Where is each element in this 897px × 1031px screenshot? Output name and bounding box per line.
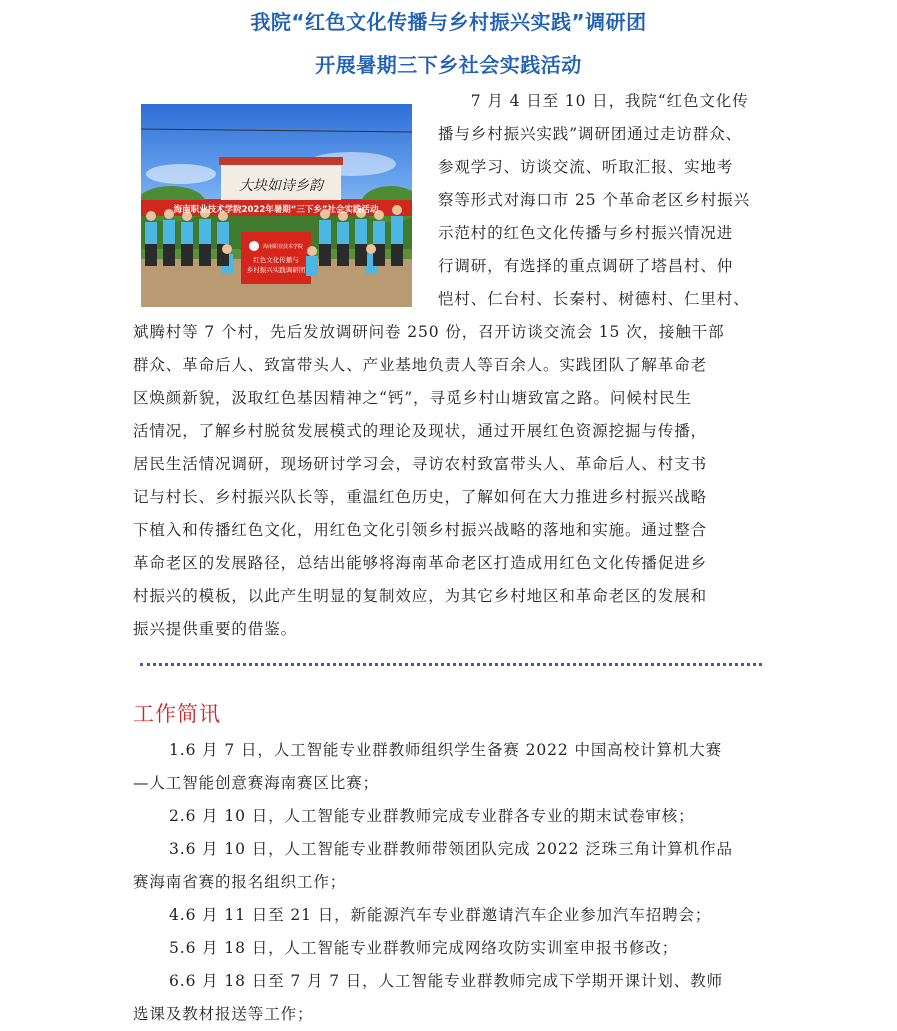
paragraph-line: 播与乡村振兴实践”调研团通过走访群众、 (438, 125, 743, 143)
paragraph-line: 振兴提供重要的借鉴。 (133, 620, 298, 638)
paragraph-line: 察等形式对海口市 25 个革命老区乡村振兴 (438, 191, 750, 209)
paragraph-line: 活情况，了解乡村脱贫发展模式的理论及现状，通过开展红色资源挖掘与传播， (133, 422, 708, 440)
paragraph-line: 行调研，有选择的重点调研了塔昌村、仲 (438, 257, 734, 275)
news-list (133, 734, 763, 1031)
section-divider (140, 663, 762, 666)
photo-banner-text: 海南职业技术学院2022年暑期“三下乡”社会实践活动 (173, 205, 379, 215)
news-item-line: 3.6 月 10 日，人工智能专业群教师带领团队完成 2022 泛珠三角计算机作品 (169, 840, 733, 858)
news-item-line: 1.6 月 7 日，人工智能专业群教师组织学生备赛 2022 中国高校计算机大赛 (169, 741, 723, 759)
paragraph-line: 区焕颜新貌，汲取红色基因精神之“钙”，寻觅乡村山塘致富之路。问候村民生 (133, 389, 692, 407)
photo-held-banner-line1: 红色文化传播与 (253, 256, 299, 264)
article-title-line1: 我院“红色文化传播与乡村振兴实践”调研团 (250, 10, 647, 34)
news-item-line: —人工智能创意赛海南赛区比赛； (133, 774, 380, 792)
article-paragraph-full (133, 316, 763, 646)
group-photo (141, 104, 412, 307)
paragraph-line: 恺村、仁台村、长秦村、树德村、仁里村、 (438, 290, 750, 308)
news-section-title: 工作简讯 (133, 702, 221, 726)
paragraph-line: 群众、革命后人、致富带头人、产业基地负责人等百余人。实践团队了解革命老 (133, 356, 708, 374)
paragraph-line: 下植入和传播红色文化，用红色文化引领乡村振兴战略的落地和实施。通过整合 (133, 521, 708, 539)
news-item-line: 2.6 月 10 日，人工智能专业群教师完成专业群各专业的期末试卷审核； (169, 807, 695, 825)
news-item-line: 赛海南省赛的报名组织工作； (133, 873, 347, 891)
news-item-line: 选课及教材报送等工作； (133, 1005, 314, 1023)
paragraph-line: 居民生活情况调研，现场研讨学习会，寻访农村致富带头人、革命后人、村支书 (133, 455, 708, 473)
article-title-line2: 开展暑期三下乡社会实践活动 (315, 53, 582, 77)
paragraph-line: 村振兴的模板，以此产生明显的复制效应，为其它乡村地区和革命老区的发展和 (133, 587, 708, 605)
paragraph-line: 参观学习、访谈交流、听取汇报、实地考 (438, 158, 734, 176)
news-item-line: 6.6 月 18 日至 7 月 7 日，人工智能专业群教师完成下学期开课计划、教师 (169, 972, 723, 990)
photo-held-banner-org: 海南职业技术学院 (262, 244, 304, 250)
paragraph-line: 记与村长、乡村振兴队长等，重温红色历史，了解如何在大力推进乡村振兴战略 (133, 488, 708, 506)
paragraph-line: 7 月 4 日至 10 日，我院“红色文化传 (438, 92, 749, 110)
article-paragraph-wrapped (438, 85, 763, 316)
photo-wall-calligraphy: 大块如诗乡韵 (239, 178, 323, 194)
news-item-line: 5.6 月 18 日，人工智能专业群教师完成网络攻防实训室申报书修改； (169, 939, 679, 957)
news-item-line: 4.6 月 11 日至 21 日，新能源汽车专业群邀请汽车企业参加汽车招聘会； (169, 906, 712, 924)
paragraph-line: 革命老区的发展路径，总结出能够将海南革命老区打造成用红色文化传播促进乡 (133, 554, 708, 572)
photo-held-banner-line2: 乡村振兴实践调研团 (246, 266, 306, 274)
paragraph-line: 斌腾村等 7 个村，先后发放调研问卷 250 份，召开访谈交流会 15 次，接触干部 (133, 323, 725, 341)
paragraph-line: 示范村的红色文化传播与乡村振兴情况进 (438, 224, 734, 242)
